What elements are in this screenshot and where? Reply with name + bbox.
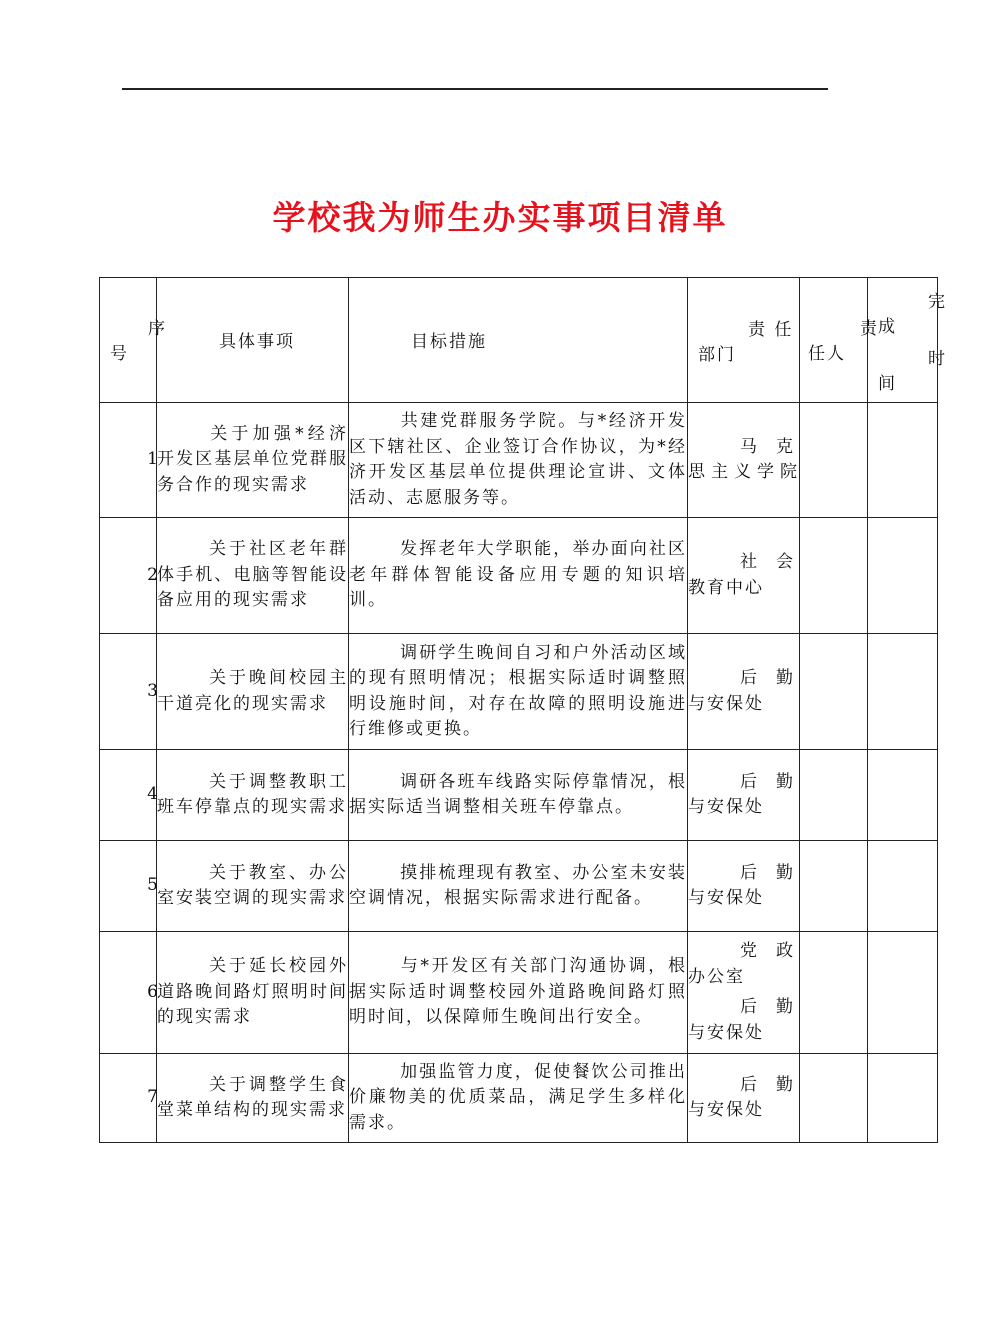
row-time [868, 634, 938, 750]
row-seq: 6 [100, 932, 157, 1054]
table-row [100, 932, 938, 1054]
row-dept: 马 克 思主义学院 [688, 403, 800, 518]
header-time: 完 成 时 间 [868, 278, 938, 403]
row-measure: 共建党群服务学院。与*经济开发区下辖社区、企业签订合作协议，为*经济开发区基层单位提供理论宣讲、文体活动、志愿服务等。 [349, 403, 688, 518]
project-table [99, 277, 947, 1143]
table-row [100, 518, 938, 634]
table-header-row [100, 278, 938, 403]
row-measure: 与*开发区有关部门沟通协调，根据实际适时调整校园外道路晚间路灯照明时间，以保障师生晚间出行安全。 [349, 932, 688, 1054]
row-item: 关于加强*经济开发区基层单位党群服务合作的现实需求 [157, 403, 349, 518]
row-item: 关于社区老年群体手机、电脑等智能设备应用的现实需求 [157, 518, 349, 634]
row-person [800, 932, 868, 1054]
row-time [868, 932, 938, 1054]
row-seq: 1 [100, 403, 157, 518]
header-person: 责 任人 [800, 278, 868, 403]
table-row [100, 841, 938, 932]
table-row [100, 634, 938, 750]
row-time [868, 841, 938, 932]
row-dept: 后 勤 与安保处 [688, 841, 800, 932]
row-person [800, 841, 868, 932]
row-dept: 后 勤 与安保处 [688, 634, 800, 750]
row-seq: 3 [100, 634, 157, 750]
header-dept: 责 任 部门 [688, 278, 800, 403]
header-measure: 目标措施 [349, 278, 688, 403]
table-row [100, 403, 938, 518]
table-row [100, 1054, 938, 1143]
row-measure: 发挥老年大学职能，举办面向社区老年群体智能设备应用专题的知识培训。 [349, 518, 688, 634]
row-person [800, 518, 868, 634]
row-seq: 5 [100, 841, 157, 932]
row-measure: 调研学生晚间自习和户外活动区域的现有照明情况；根据实际适时调整照明设施时间，对存在故障的照明设施进行维修或更换。 [349, 634, 688, 750]
row-item: 关于调整教职工班车停靠点的现实需求 [157, 750, 349, 841]
row-person [800, 750, 868, 841]
header-seq: 序 号 [100, 278, 157, 403]
row-seq: 7 [100, 1054, 157, 1143]
row-measure: 调研各班车线路实际停靠情况，根据实际适当调整相关班车停靠点。 [349, 750, 688, 841]
row-item: 关于调整学生食堂菜单结构的现实需求 [157, 1054, 349, 1143]
top-rule [122, 88, 828, 90]
row-time [868, 518, 938, 634]
row-time [868, 403, 938, 518]
row-dept: 社 会 教育中心 [688, 518, 800, 634]
row-time [868, 750, 938, 841]
row-measure: 摸排梳理现有教室、办公室未安装空调情况，根据实际需求进行配备。 [349, 841, 688, 932]
row-time [868, 1054, 938, 1143]
row-item: 关于延长校园外道路晚间路灯照明时间的现实需求 [157, 932, 349, 1054]
document-title: 学校我为师生办实事项目清单 [272, 198, 728, 237]
row-seq: 4 [100, 750, 157, 841]
row-dept: 后 勤 与安保处 [688, 750, 800, 841]
table-row [100, 750, 938, 841]
row-item: 关于晚间校园主干道亮化的现实需求 [157, 634, 349, 750]
row-item: 关于教室、办公室安装空调的现实需求 [157, 841, 349, 932]
row-person [800, 1054, 868, 1143]
row-person [800, 403, 868, 518]
row-measure: 加强监管力度，促使餐饮公司推出价廉物美的优质菜品，满足学生多样化需求。 [349, 1054, 688, 1143]
header-item: 具体事项 [157, 278, 349, 403]
row-person [800, 634, 868, 750]
row-seq: 2 [100, 518, 157, 634]
row-dept: 后 勤 与安保处 [688, 1054, 800, 1143]
row-dept: 党 政 办公室 后 勤 与安保处 [688, 932, 800, 1054]
